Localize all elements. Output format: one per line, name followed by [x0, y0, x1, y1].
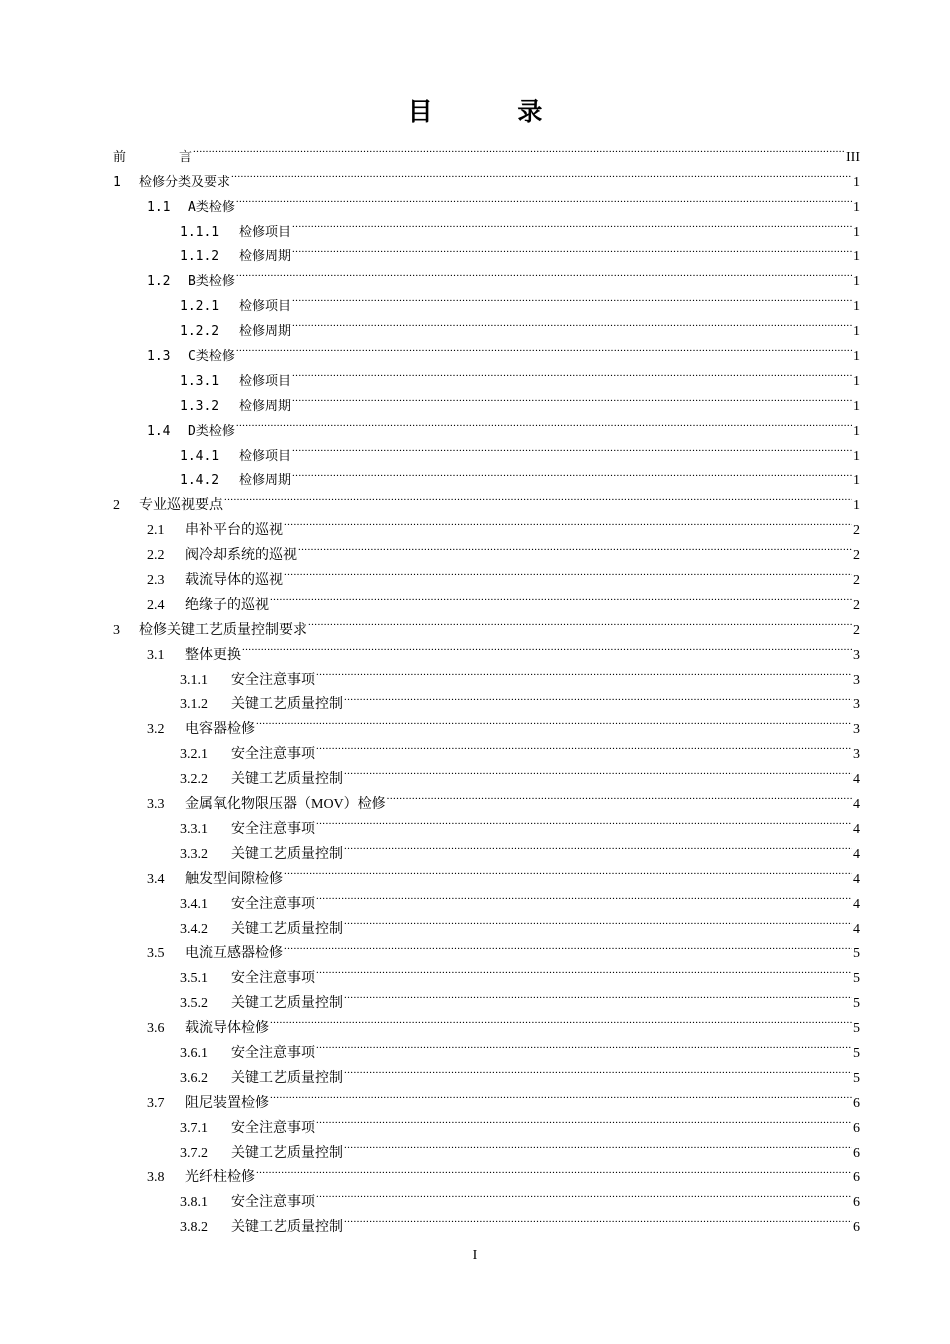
toc-entry-page: 2 [853, 523, 860, 539]
toc-entry-page: 5 [853, 1021, 860, 1037]
dot-leader [284, 509, 852, 534]
toc-entry-title: 检修关键工艺质量控制要求 [139, 622, 307, 638]
toc-entry-number: 3.3.2 [180, 846, 208, 862]
toc-entry-number: 3 [113, 622, 120, 638]
toc-entry-number: 1.3.1 [180, 373, 220, 389]
toc-entry-title: 光纤柱检修 [185, 1170, 255, 1186]
toc-entry-title: 检修周期 [239, 324, 292, 340]
toc-entry-number: 2.4 [147, 597, 165, 613]
toc-entry-page: 4 [853, 921, 860, 937]
toc-entry-page: 1 [853, 373, 860, 389]
toc-entry-number: 3.5.1 [180, 971, 208, 987]
toc-entry-page: 4 [853, 772, 860, 788]
toc-entry-number: 1.4.1 [180, 448, 220, 464]
dot-leader [316, 1181, 852, 1206]
dot-leader [316, 733, 852, 758]
toc-entry-title: 绝缘子的巡视 [185, 597, 269, 613]
toc-entry-page: 4 [853, 871, 860, 887]
toc-entry-title: 安全注意事项 [231, 747, 315, 763]
toc-entry[interactable] [113, 410, 860, 439]
toc-entry-page: 2 [853, 622, 860, 638]
dot-leader [231, 161, 852, 186]
toc-entry-title: 阻尼装置检修 [185, 1095, 269, 1111]
toc-entry-page: 1 [853, 249, 860, 265]
toc-entry-page: 3 [853, 722, 860, 738]
toc-entry-page: 1 [853, 199, 860, 215]
toc-entry-title: 关键工艺质量控制 [231, 697, 343, 713]
toc-entry-number: 1.4 [147, 423, 171, 439]
toc-entry-title: 阀冷却系统的巡视 [185, 548, 297, 564]
dot-leader [270, 1082, 852, 1107]
dot-leader [298, 534, 852, 559]
toc-entry-page: 4 [853, 797, 860, 813]
toc-entry-title: 整体更换 [185, 647, 241, 663]
toc-entry[interactable] [113, 1206, 860, 1236]
toc-entry[interactable] [113, 211, 860, 240]
toc-entry[interactable] [113, 609, 860, 638]
toc-entry[interactable] [113, 1107, 860, 1136]
toc-entry-number: 3.7 [147, 1095, 165, 1111]
toc-entry[interactable] [113, 136, 860, 165]
toc-entry[interactable] [113, 808, 860, 837]
dot-leader [193, 136, 845, 161]
toc-entry-page: 4 [853, 821, 860, 837]
toc-entry-page: 1 [853, 224, 860, 240]
dot-leader [224, 484, 852, 509]
toc-entry-title: 专业巡视要点 [139, 498, 223, 514]
dot-leader [292, 360, 852, 385]
toc-entry-number: 3.2.2 [180, 772, 208, 788]
toc-entry-number: 3.8.2 [180, 1220, 208, 1236]
dot-leader [284, 559, 852, 584]
toc-entry-title: 检修项目 [239, 224, 292, 240]
toc-entry-number: 3.5.2 [180, 996, 208, 1012]
toc-entry-number: 3.8.1 [180, 1195, 208, 1211]
toc-entry-title: 关键工艺质量控制 [231, 772, 343, 788]
toc-entry[interactable] [113, 1032, 860, 1061]
toc-entry[interactable] [113, 1181, 860, 1211]
toc-entry[interactable] [113, 659, 860, 688]
dot-leader [316, 957, 852, 982]
toc-entry-title: 检修项目 [239, 373, 292, 389]
toc-entry-number: 1.3 [147, 349, 171, 365]
toc-entry-page: 3 [853, 672, 860, 688]
toc-entry[interactable] [113, 708, 860, 738]
toc-entry-title: 检修周期 [239, 249, 292, 265]
toc-entry-title: 金属氧化物限压器（MOV）检修 [185, 797, 386, 813]
toc-entry-title: 安全注意事项 [231, 896, 315, 912]
dot-leader [236, 260, 852, 285]
toc-entry-title: 串补平台的巡视 [185, 523, 283, 539]
toc-entry-number: 3.1 [147, 647, 165, 663]
toc-entry-title: 检修周期 [239, 473, 292, 489]
toc-entry-page: 5 [853, 1070, 860, 1086]
dot-leader [292, 460, 852, 485]
dot-leader [344, 982, 852, 1007]
dot-leader [292, 435, 852, 460]
dot-leader [256, 708, 852, 733]
toc-entry-number: 2 [113, 498, 120, 514]
toc-entry-page: 1 [853, 423, 860, 439]
toc-entry[interactable] [113, 285, 860, 315]
toc-entry-page: 1 [853, 448, 860, 464]
toc-entry-number: 1.4.2 [180, 473, 220, 489]
toc-entry-page: 1 [853, 349, 860, 365]
toc-entry-title: 安全注意事项 [231, 821, 315, 837]
toc-entry-number: 3.6 [147, 1021, 165, 1037]
toc-entry-page: 2 [853, 548, 860, 564]
toc-entry-page: 6 [853, 1095, 860, 1111]
toc-entry-title: 检修项目 [239, 448, 292, 464]
toc-entry-title: 关键工艺质量控制 [231, 1145, 343, 1161]
toc-entry-title: C类检修 [188, 349, 235, 365]
dot-leader [292, 385, 852, 410]
toc-entry-number: 1.2.1 [180, 299, 220, 315]
toc-entry-page: 6 [853, 1220, 860, 1236]
toc-entry-title: 安全注意事项 [231, 1120, 315, 1136]
toc-entry-title: 关键工艺质量控制 [231, 1220, 343, 1236]
toc-entry[interactable] [113, 460, 860, 489]
toc-entry[interactable] [113, 1082, 860, 1111]
toc-entry[interactable] [113, 1157, 860, 1186]
toc-entry-number: 2.3 [147, 573, 165, 589]
toc-entry-page: 3 [853, 697, 860, 713]
toc-entry-title: 检修周期 [239, 398, 292, 414]
toc-entry-page: 4 [853, 896, 860, 912]
toc-entry[interactable] [113, 584, 860, 613]
toc-entry-title: A类检修 [188, 199, 235, 215]
toc-entry-page: 6 [853, 1120, 860, 1136]
dot-leader [316, 659, 852, 684]
table-of-contents [113, 136, 860, 1236]
dot-leader [344, 758, 852, 783]
toc-entry-title: 言 [179, 149, 193, 165]
toc-entry[interactable] [113, 161, 860, 190]
dot-leader [344, 1132, 852, 1157]
toc-entry[interactable] [113, 534, 860, 564]
page-title: 目 录 [407, 97, 581, 126]
dot-leader [308, 609, 852, 634]
toc-entry[interactable] [113, 236, 860, 265]
toc-entry-title: 电容器检修 [185, 722, 255, 738]
toc-entry-number: 1.1.1 [180, 224, 220, 240]
toc-entry[interactable] [113, 634, 860, 663]
toc-entry[interactable] [113, 733, 860, 763]
toc-entry-number: 3.7.1 [180, 1120, 208, 1136]
toc-entry-number: 1.2.2 [180, 324, 220, 340]
toc-entry-page: 1 [853, 274, 860, 290]
toc-entry-number: 2.1 [147, 523, 165, 539]
dot-leader [292, 310, 852, 335]
dot-leader [270, 584, 852, 609]
toc-entry[interactable] [113, 1057, 860, 1086]
toc-entry-number: 1.3.2 [180, 398, 220, 414]
page-number: I [472, 1248, 478, 1263]
toc-entry[interactable] [113, 484, 860, 514]
dot-leader [242, 634, 852, 659]
toc-entry[interactable] [113, 858, 860, 887]
toc-entry[interactable] [113, 509, 860, 539]
toc-entry[interactable] [113, 833, 860, 862]
dot-leader [236, 186, 852, 211]
toc-entry-number: 3.7.2 [180, 1145, 208, 1161]
toc-entry[interactable] [113, 933, 860, 962]
toc-entry-number: 3.3.1 [180, 821, 208, 837]
toc-entry-number: 3.4.2 [180, 921, 208, 937]
toc-entry-title: 关键工艺质量控制 [231, 846, 343, 862]
dot-leader [292, 211, 852, 236]
toc-entry-number: 3.2.1 [180, 747, 208, 763]
toc-entry-title: 关键工艺质量控制 [231, 996, 343, 1012]
toc-entry-title: 检修分类及要求 [139, 174, 231, 190]
dot-leader [270, 1007, 852, 1032]
toc-entry-page: 6 [853, 1145, 860, 1161]
toc-entry-page: 1 [853, 398, 860, 414]
toc-entry-title: 电流互感器检修 [185, 946, 283, 962]
toc-entry-title: 安全注意事项 [231, 1045, 315, 1061]
toc-entry-number: 3.6.2 [180, 1070, 208, 1086]
toc-entry-page: 2 [853, 597, 860, 613]
dot-leader [284, 933, 852, 958]
dot-leader [316, 1107, 852, 1132]
toc-entry-page: 1 [853, 299, 860, 315]
toc-entry-page: 5 [853, 1045, 860, 1061]
toc-entry-title: 触发型间隙检修 [185, 871, 283, 887]
toc-entry-number: 3.2 [147, 722, 165, 738]
toc-entry-page: 1 [853, 174, 860, 190]
toc-entry[interactable] [113, 360, 860, 389]
toc-entry[interactable] [113, 385, 860, 414]
toc-entry-number: 3.1.1 [180, 672, 208, 688]
toc-entry-number: 3.6.1 [180, 1045, 208, 1061]
toc-entry[interactable] [113, 758, 860, 788]
toc-entry-page: 5 [853, 996, 860, 1012]
toc-entry-title: 安全注意事项 [231, 672, 315, 688]
dot-leader [387, 783, 852, 808]
dot-leader [316, 808, 852, 833]
toc-entry-number: 3.4.1 [180, 896, 208, 912]
dot-leader [344, 1206, 852, 1231]
toc-entry-page: 5 [853, 946, 860, 962]
toc-entry-number: 1.1.2 [180, 249, 220, 265]
toc-entry-title: 检修项目 [239, 299, 292, 315]
toc-entry-title: 关键工艺质量控制 [231, 921, 343, 937]
toc-entry[interactable] [113, 957, 860, 987]
dot-leader [344, 1057, 852, 1082]
toc-entry-number: 3.4 [147, 871, 165, 887]
toc-entry-page: 6 [853, 1170, 860, 1186]
dot-leader [284, 858, 852, 883]
toc-entry-number: 1 [113, 174, 121, 190]
dot-leader [344, 684, 852, 709]
toc-entry-page: 1 [853, 324, 860, 340]
toc-entry-page: 2 [853, 573, 860, 589]
toc-entry[interactable] [113, 883, 860, 912]
toc-entry-title: D类检修 [188, 423, 235, 439]
toc-entry-page: 5 [853, 971, 860, 987]
toc-entry[interactable] [113, 908, 860, 937]
toc-entry-title: 安全注意事项 [231, 971, 315, 987]
toc-entry-number: 1.1 [147, 199, 171, 215]
toc-entry[interactable] [113, 1132, 860, 1161]
toc-entry[interactable] [113, 435, 860, 464]
toc-entry-page: 6 [853, 1195, 860, 1211]
dot-leader [292, 236, 852, 261]
dot-leader [292, 285, 852, 310]
toc-entry-title: 安全注意事项 [231, 1195, 315, 1211]
dot-leader [344, 833, 852, 858]
toc-entry-number: 3.8 [147, 1170, 165, 1186]
toc-entry[interactable] [113, 783, 860, 813]
toc-entry[interactable] [113, 684, 860, 713]
toc-entry-title: 载流导体的巡视 [185, 573, 283, 589]
toc-entry-number: 2.2 [147, 548, 165, 564]
toc-entry-number: 1.2 [147, 274, 171, 290]
toc-entry[interactable] [113, 982, 860, 1012]
dot-leader [316, 883, 852, 908]
toc-entry-number: 前 [113, 149, 127, 165]
toc-entry-page: 4 [853, 846, 860, 862]
dot-leader [316, 1032, 852, 1057]
toc-entry[interactable] [113, 186, 860, 215]
toc-entry-page: III [846, 149, 860, 165]
dot-leader [236, 335, 852, 360]
toc-entry-title: 关键工艺质量控制 [231, 1070, 343, 1086]
toc-entry[interactable] [113, 559, 860, 589]
toc-entry[interactable] [113, 310, 860, 340]
dot-leader [256, 1157, 852, 1182]
dot-leader [344, 908, 852, 933]
toc-entry-page: 3 [853, 747, 860, 763]
toc-entry[interactable] [113, 260, 860, 290]
toc-entry-title: 载流导体检修 [185, 1021, 269, 1037]
toc-entry-number: 3.1.2 [180, 697, 208, 713]
toc-entry[interactable] [113, 335, 860, 365]
toc-entry-page: 1 [853, 473, 860, 489]
dot-leader [236, 410, 852, 435]
toc-entry-title: B类检修 [188, 274, 235, 290]
toc-entry-number: 3.5 [147, 946, 165, 962]
toc-entry[interactable] [113, 1007, 860, 1037]
toc-entry-page: 3 [853, 647, 860, 663]
toc-entry-number: 3.3 [147, 797, 165, 813]
toc-entry-page: 1 [853, 498, 860, 514]
